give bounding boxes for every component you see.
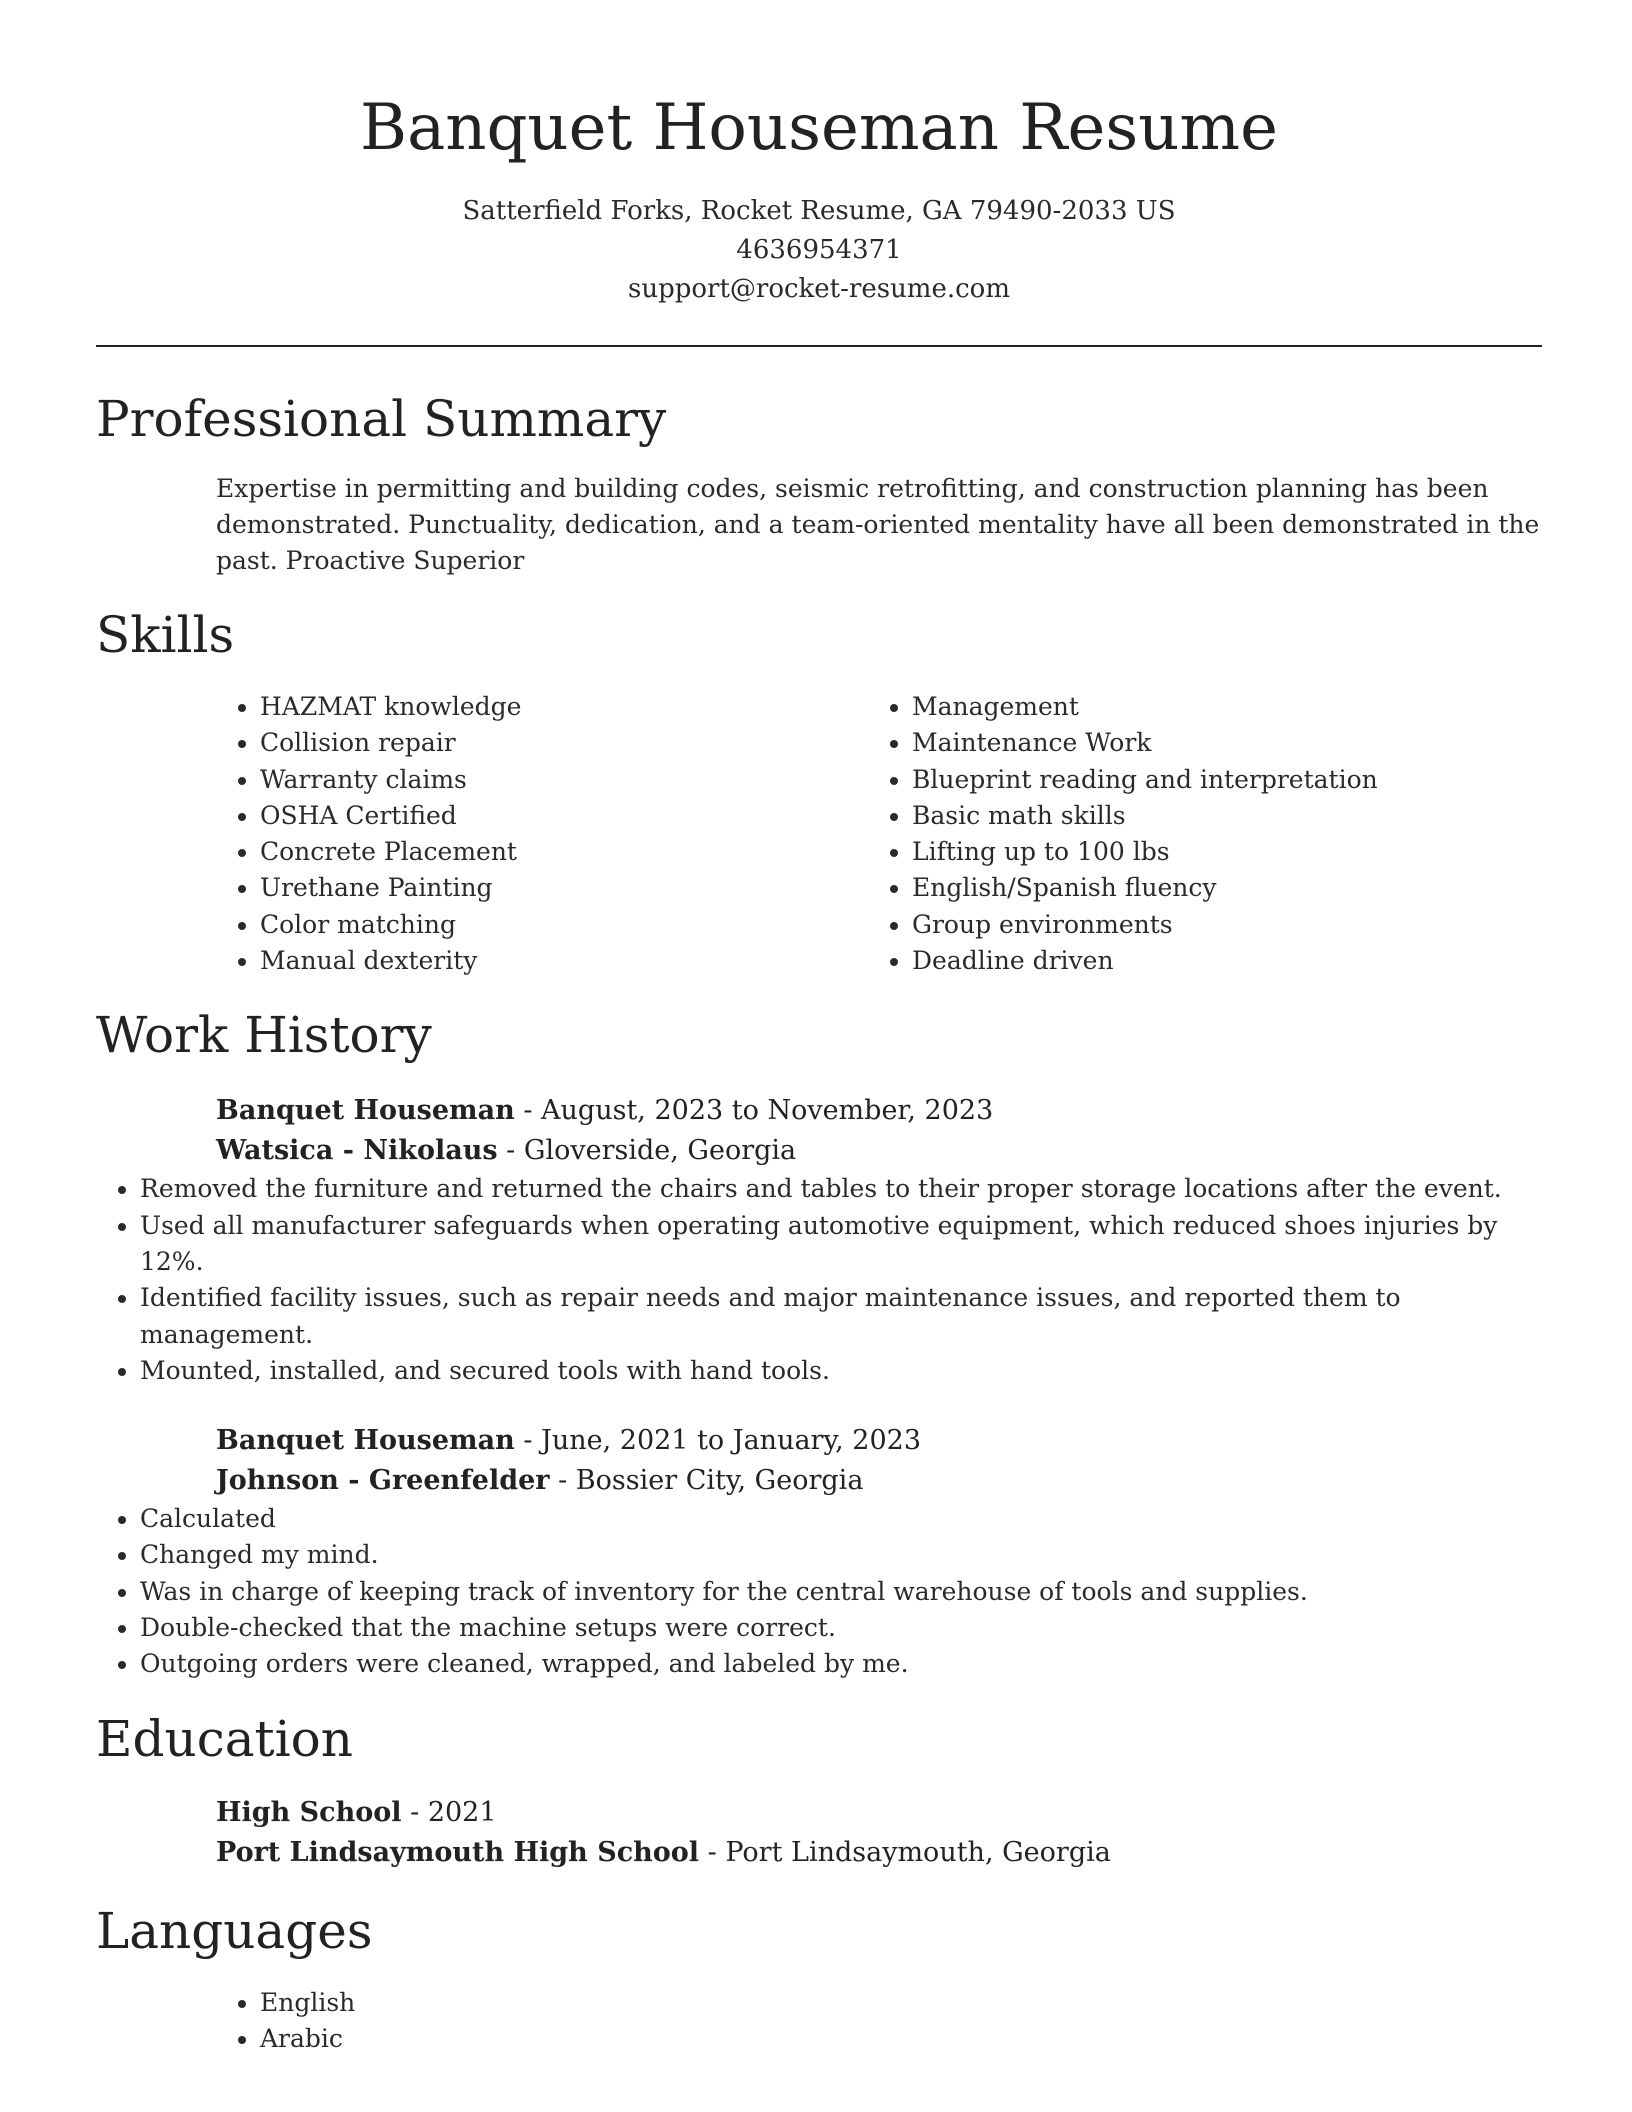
job-title-line: Banquet Houseman - June, 2021 to January, 2023 <box>216 1425 922 1457</box>
section-work-history <box>96 1003 1542 1682</box>
education-school-line: Port Lindsaymouth High School - Port Lindsaymouth, Georgia <box>216 1836 1111 1868</box>
education-heading: Education <box>96 1709 353 1768</box>
skill-item: • English/Spanish fluency <box>912 870 1520 906</box>
job-duty-item: • Identified facility issues, such as repair needs and major maintenance issues, and reported them to management. <box>140 1280 1542 1353</box>
job-company: Watsica - Nikolaus <box>216 1135 498 1167</box>
resume-page <box>96 0 1542 2057</box>
skills-column-right <box>868 689 1520 979</box>
job-entry <box>216 1421 1542 1501</box>
section-summary <box>96 387 1542 579</box>
job-duties-list <box>96 1171 1542 1389</box>
job-duties-list <box>96 1501 1542 1682</box>
education-degree-line: High School - 2021 <box>216 1796 497 1828</box>
education-entry <box>216 1793 1542 1873</box>
job-duty-item: • Removed the furniture and returned the chairs and tables to their proper storage locations after the event. <box>140 1171 1542 1207</box>
education-school: Port Lindsaymouth High School <box>216 1836 700 1868</box>
skill-item: • Collision repair <box>260 725 868 761</box>
skills-column-left <box>216 689 868 979</box>
skill-item: • Warranty claims <box>260 762 868 798</box>
skill-item: • Urethane Painting <box>260 870 868 906</box>
job-duty-item: • Changed my mind. <box>140 1537 1542 1573</box>
job-duty-item: • Was in charge of keeping track of inventory for the central warehouse of tools and supplies. <box>140 1574 1542 1610</box>
job-dates: August, 2023 to November, 2023 <box>541 1095 994 1127</box>
skills-list-left <box>216 689 868 979</box>
skill-item: • Manual dexterity <box>260 943 868 979</box>
section-languages <box>96 1899 1542 2058</box>
contact-address: Satterfield Forks, Rocket Resume, GA 79490-2033 US <box>462 196 1176 226</box>
language-item: • Arabic <box>260 2021 1542 2057</box>
job-dates: June, 2021 to January, 2023 <box>541 1425 922 1457</box>
skill-item: • Lifting up to 100 lbs <box>912 834 1520 870</box>
section-education <box>96 1707 1542 1873</box>
contact-info <box>96 192 1542 309</box>
skills-columns <box>216 689 1542 979</box>
job-duty-item: • Calculated <box>140 1501 1542 1537</box>
job-duty-item: • Outgoing orders were cleaned, wrapped, and labeled by me. <box>140 1646 1542 1682</box>
languages-list <box>216 1985 1542 2058</box>
skill-item: • Group environments <box>912 907 1520 943</box>
job-duty-item: • Used all manufacturer safeguards when operating automotive equipment, which reduced shoes injuries by 12%. <box>140 1208 1542 1281</box>
skill-item: • Basic math skills <box>912 798 1520 834</box>
languages-heading: Languages <box>96 1901 373 1960</box>
skill-item: • Deadline driven <box>912 943 1520 979</box>
job-title: Banquet Houseman <box>216 1425 515 1457</box>
skill-item: • Management <box>912 689 1520 725</box>
skills-heading: Skills <box>96 606 235 664</box>
skill-item: • Color matching <box>260 907 868 943</box>
summary-text: Expertise in permitting and building codes, seismic retrofitting, and construction planning has been demonstrated. Punctuality, dedication, and a team-oriented mentality have all been demonstrated in the past. Proactive Superior <box>216 474 1540 575</box>
resume-header <box>96 0 1542 309</box>
job-entry <box>216 1091 1542 1171</box>
job-company-line: Johnson - Greenfelder - Bossier City, Georgia <box>216 1465 864 1497</box>
skill-item: • Maintenance Work <box>912 725 1520 761</box>
summary-heading: Professional Summary <box>96 390 667 448</box>
job-title: Banquet Houseman <box>216 1095 515 1127</box>
job-location: Bossier City, Georgia <box>575 1465 864 1497</box>
job-duty-item: • Mounted, installed, and secured tools with hand tools. <box>140 1353 1542 1389</box>
education-year: 2021 <box>427 1796 497 1828</box>
contact-email: support@rocket-resume.com <box>627 274 1010 304</box>
header-divider <box>96 345 1542 347</box>
languages-list-wrap <box>216 1985 1542 2058</box>
education-degree: High School <box>216 1796 402 1828</box>
skills-list-right <box>868 689 1520 979</box>
skill-item: • Concrete Placement <box>260 834 868 870</box>
education-location: Port Lindsaymouth, Georgia <box>725 1836 1111 1868</box>
skill-item: • HAZMAT knowledge <box>260 689 868 725</box>
work-history-heading: Work History <box>96 1006 432 1065</box>
job-duty-item: • Double-checked that the machine setups were correct. <box>140 1610 1542 1646</box>
section-skills <box>96 603 1542 979</box>
contact-phone: 4636954371 <box>736 235 902 265</box>
job-company-line: Watsica - Nikolaus - Gloverside, Georgia <box>216 1135 797 1167</box>
language-item: • English <box>260 1985 1542 2021</box>
resume-title: Banquet Houseman Resume <box>360 91 1278 165</box>
job-location: Gloverside, Georgia <box>523 1135 797 1167</box>
skill-item: • Blueprint reading and interpretation <box>912 762 1520 798</box>
job-company: Johnson - Greenfelder <box>216 1465 550 1497</box>
job-title-line: Banquet Houseman - August, 2023 to November, 2023 <box>216 1095 994 1127</box>
skill-item: • OSHA Certified <box>260 798 868 834</box>
